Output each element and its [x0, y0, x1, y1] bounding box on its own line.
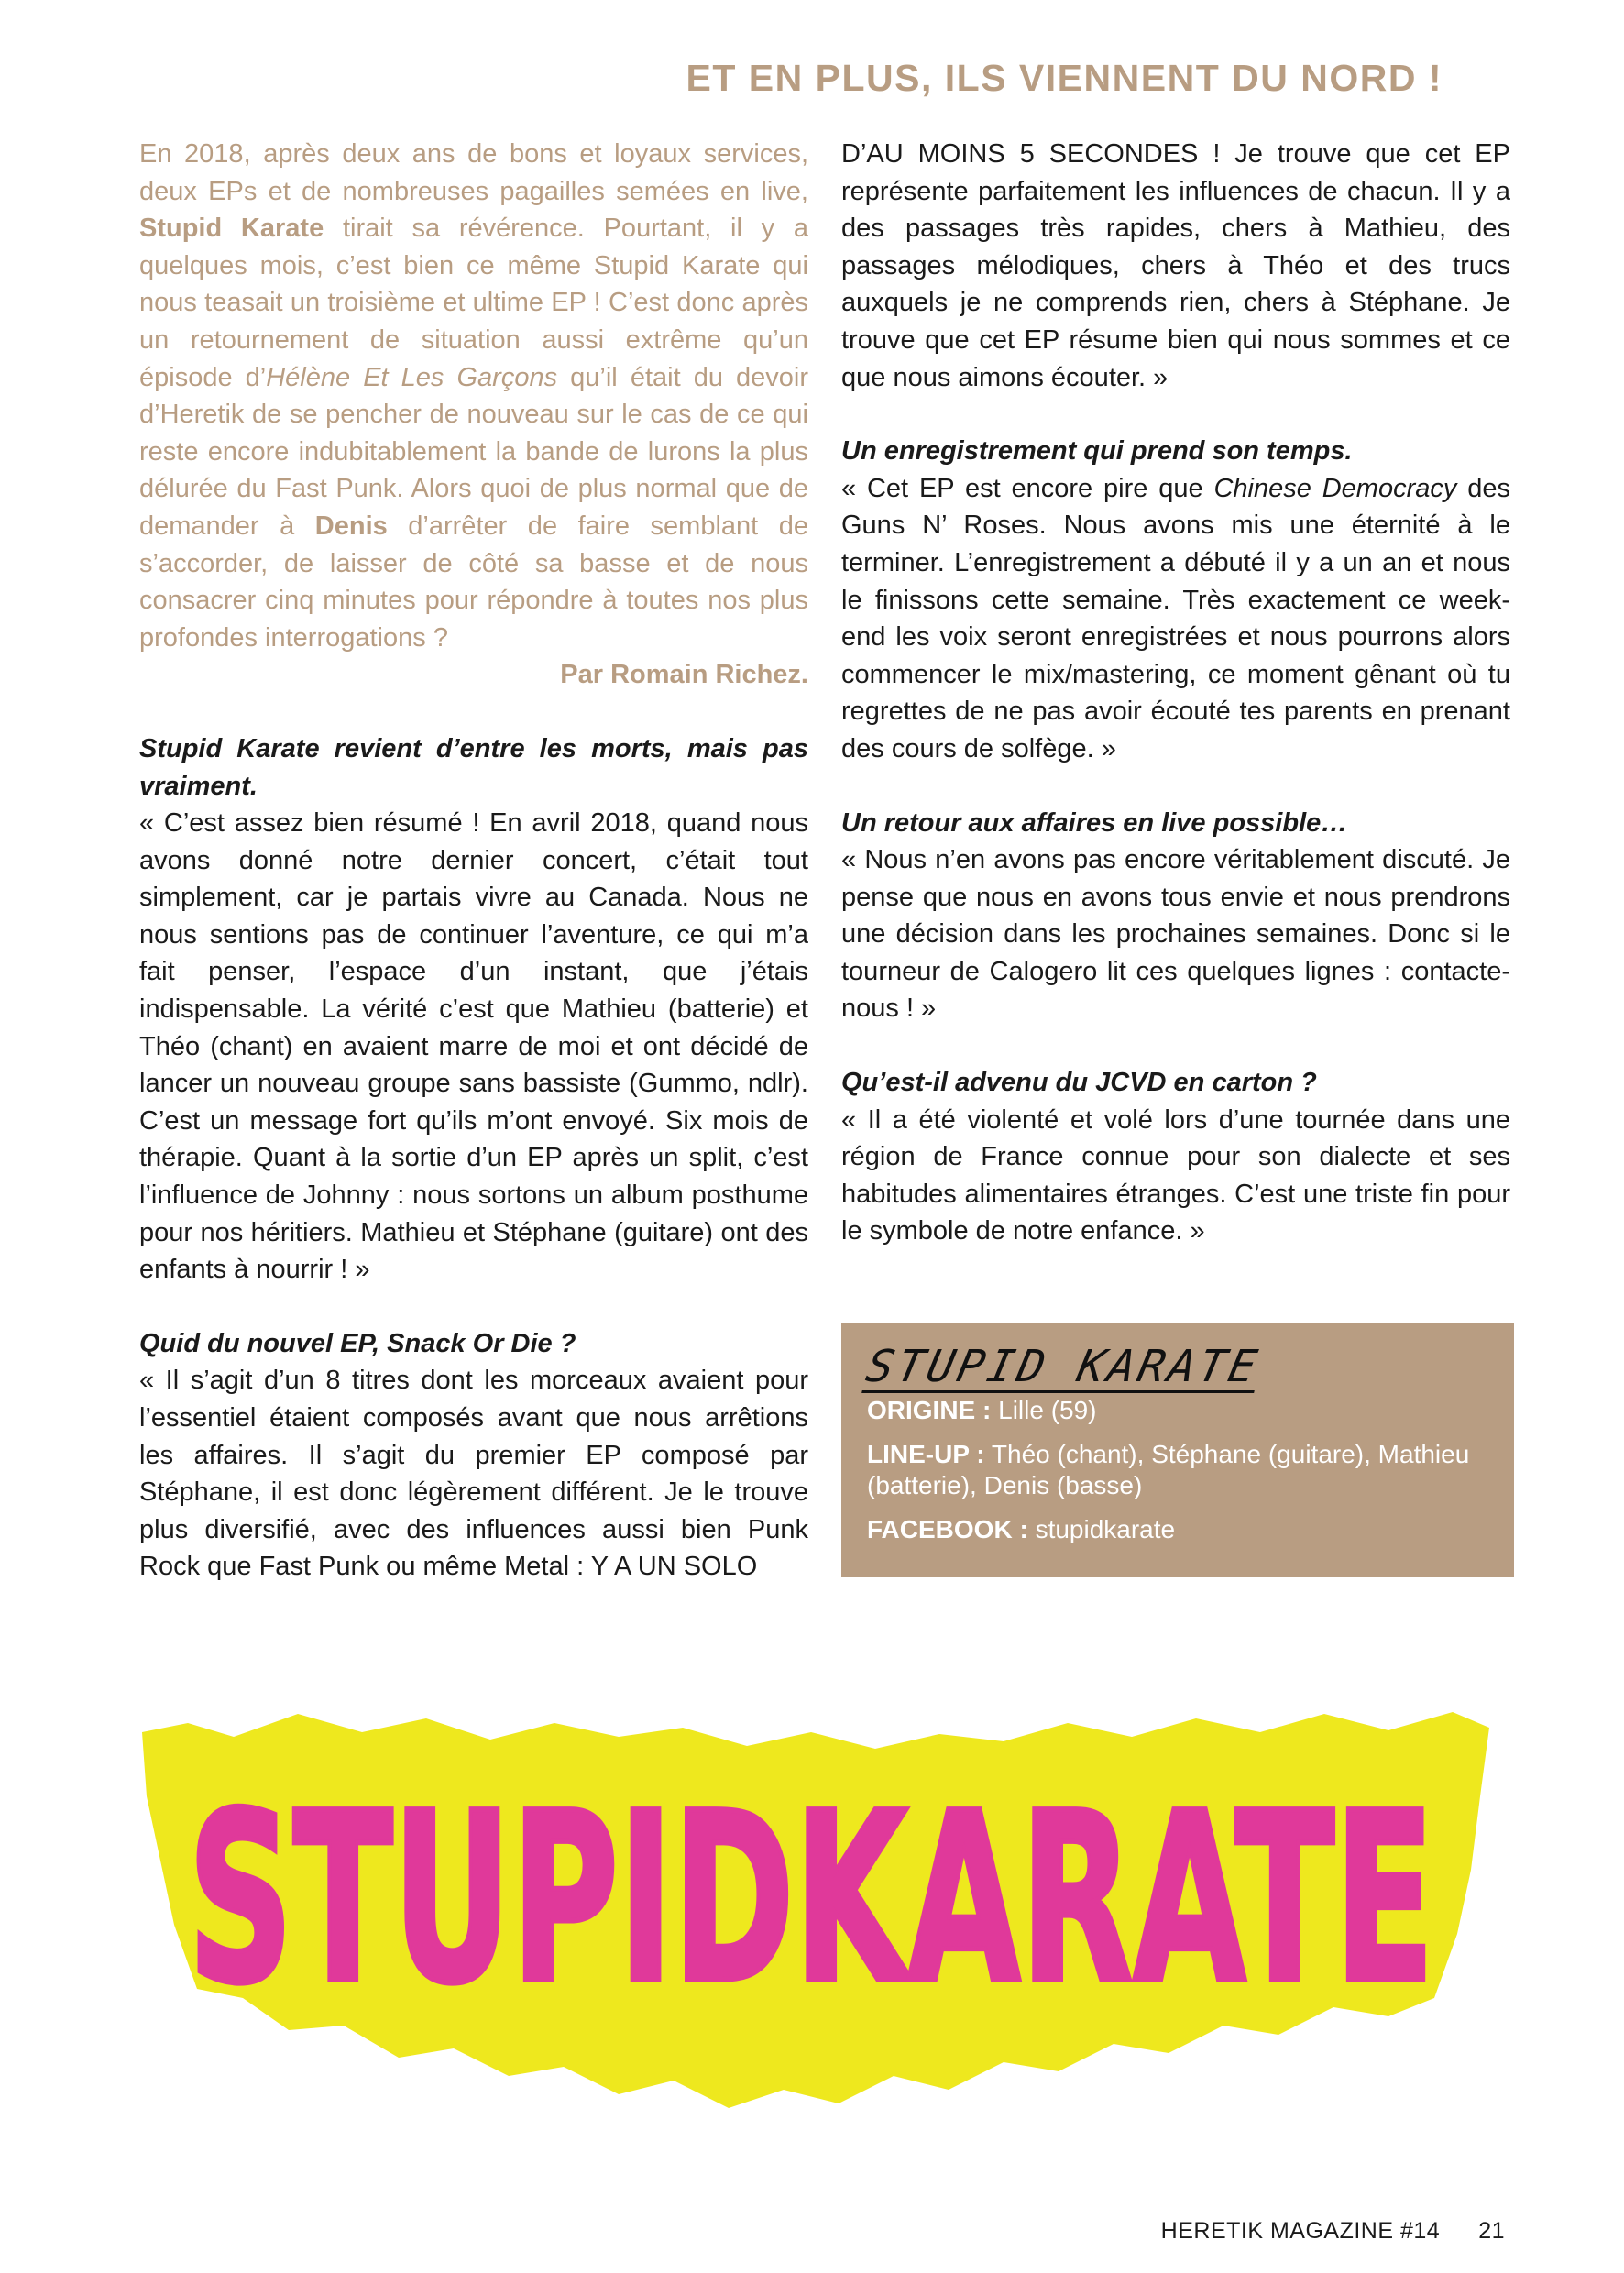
byline: Par Romain Richez.	[560, 660, 808, 690]
answer-paragraph-continued: D’AU MOINS 5 SECONDES ! Je trouve que cet EP représente parfaitement les influences de chacun. Il y a des passages très rapides, chers à Mathieu, des passages mélodiques, chers à Théo et des trucs auxquels je ne comprends rien, chers à Stéphane. Je trouve que cet EP résume bien qui nous sommes et ce que nous aimons écouter. »	[841, 139, 1510, 392]
footer-magazine-issue: HERETIK MAGAZINE #14	[1160, 2218, 1441, 2244]
info-facebook-label: FACEBOOK :	[867, 1515, 1028, 1543]
page-footer	[1161, 2218, 1505, 2245]
question-heading: Un retour aux affaires en live possible…	[841, 807, 1348, 838]
info-origin-value: Lille (59)	[998, 1396, 1097, 1424]
intro-show-title: Hélène Et Les Garçons	[266, 362, 558, 392]
band-logo-small: STUPID KARATE	[861, 1341, 1265, 1392]
info-lineup-label: LINE-UP :	[867, 1440, 985, 1468]
info-origin	[867, 1395, 1488, 1426]
answer-paragraph: « C’est assez bien résumé ! En avril 2018, quand nous avons donné notre dernier concert, c’était tout simplement, car je partais vivre au Canada. Nous ne nous sentions pas de continuer l’aventure, ce qui m’a fait penser, l’espace d’un instant, que j’étais indispensable. La vérité c’est que Mathieu (batterie) et Théo (chant) en avaient marre de moi et ont décidé de lancer un nouveau groupe sans bassiste (Gummo, ndlr). C’est un message fort qu’ils m’ont envoyé. Six mois de thérapie. Quant à la sortie d’un EP après un split, c’est l’influence de Johnny : nous sortons un album posthume pour nos héritiers. Mathieu et Stéphane (guitare) ont des enfants à nourrir ! »	[139, 808, 808, 1285]
info-origin-label: ORIGINE :	[867, 1396, 992, 1424]
answer-text: des Guns N’ Roses. Nous avons mis une éternité à le terminer. L’enregistrement a débuté il y a un an et nous le finissons cette semaine. Très exactement ce week-end les voix seront enregistrées et nous pourrons alors commencer le mix/mastering, ce moment gênant où tu regrettes de ne pas avoir écouté tes parents en prenant des cours de solfège. »	[841, 473, 1510, 763]
info-lineup-value: Théo (chant), Stéphane (guitare), Mathieu (batterie), Denis (basse)	[867, 1440, 1470, 1499]
info-facebook-value: stupidkarate	[1035, 1515, 1176, 1543]
page-header-title: ET EN PLUS, ILS VIENNENT DU NORD !	[686, 57, 1443, 99]
answer-text: « Cet EP est encore pire que	[841, 473, 1214, 503]
intro-text-4: d’arrêter de faire semblant de s’accorder, de laisser de côté sa basse et de nous consacrer cinq minutes pour répondre à toutes nos plus profondes interrogations ?	[139, 511, 809, 653]
intro-text-1: En 2018, après deux ans de bons et loyaux services, deux EPs et de nombreuses pagailles semées en live,	[139, 139, 808, 206]
question-heading: Qu’est-il advenu du JCVD en carton ?	[841, 1068, 1317, 1098]
band-logo-banner	[124, 1696, 1498, 2136]
answer-paragraph: « Il s’agit d’un 8 titres dont les morceaux avaient pour l’essentiel étaient composés avant que nous arrêtions les affaires. Il s’agit du premier EP composé par Stéphane, il est donc légèrement différent. Je le trouve plus diversifié, avec des influences aussi bien Punk Rock que Fast Punk ou même Metal : Y A UN SOLO	[139, 1366, 808, 1582]
info-lineup	[867, 1439, 1488, 1501]
intro-text-3: qu’il était du devoir d’Heretik de se pencher de nouveau sur le cas de ce qui reste encore indubitablement la bande de lurons la plus délurée du Fast Punk. Alors quoi de plus normal que de demander à	[139, 362, 809, 541]
info-facebook	[867, 1514, 1488, 1545]
band-info-box	[841, 1323, 1514, 1577]
question-heading: Quid du nouvel EP, Snack Or Die ?	[139, 1328, 576, 1358]
intro-text-2: tirait sa révérence. Pourtant, il y a quelques mois, c’est bien ce même Stupid Karate qui nous teasait un troisième et ultime EP ! C’est donc après un retournement de situation aussi extrême qu’un épisode d’	[139, 214, 809, 392]
intro-paragraph	[139, 136, 808, 656]
article-column-right	[841, 136, 1510, 1250]
question-heading: Un enregistrement qui prend son temps.	[841, 436, 1353, 467]
question-heading: Stupid Karate revient d’entre les morts, mais pas vraiment.	[139, 733, 808, 801]
album-title: Chinese Democracy	[1213, 473, 1457, 503]
answer-paragraph: « Il a été violenté et volé lors d’une tournée dans une région de France connue pour son dialecte et ses habitudes alimentaires étranges. C’est une triste fin pour le symbole de notre enfance. »	[841, 1104, 1510, 1246]
answer-paragraph	[841, 470, 1510, 768]
banner-band-name: STUPIDKARATE	[188, 1763, 1435, 2036]
footer-page-number: 21	[1478, 2218, 1505, 2244]
intro-member-name: Denis	[314, 511, 388, 541]
answer-paragraph: « Nous n’en avons pas encore véritablement discuté. Je pense que nous en avons tous envie et nous prendrons une décision dans les prochaines semaines. Donc si le tourneur de Calogero lit ces quelques lignes : contacte-nous ! »	[841, 845, 1510, 1024]
intro-band-name: Stupid Karate	[139, 214, 324, 244]
article-column-left	[139, 136, 808, 1586]
